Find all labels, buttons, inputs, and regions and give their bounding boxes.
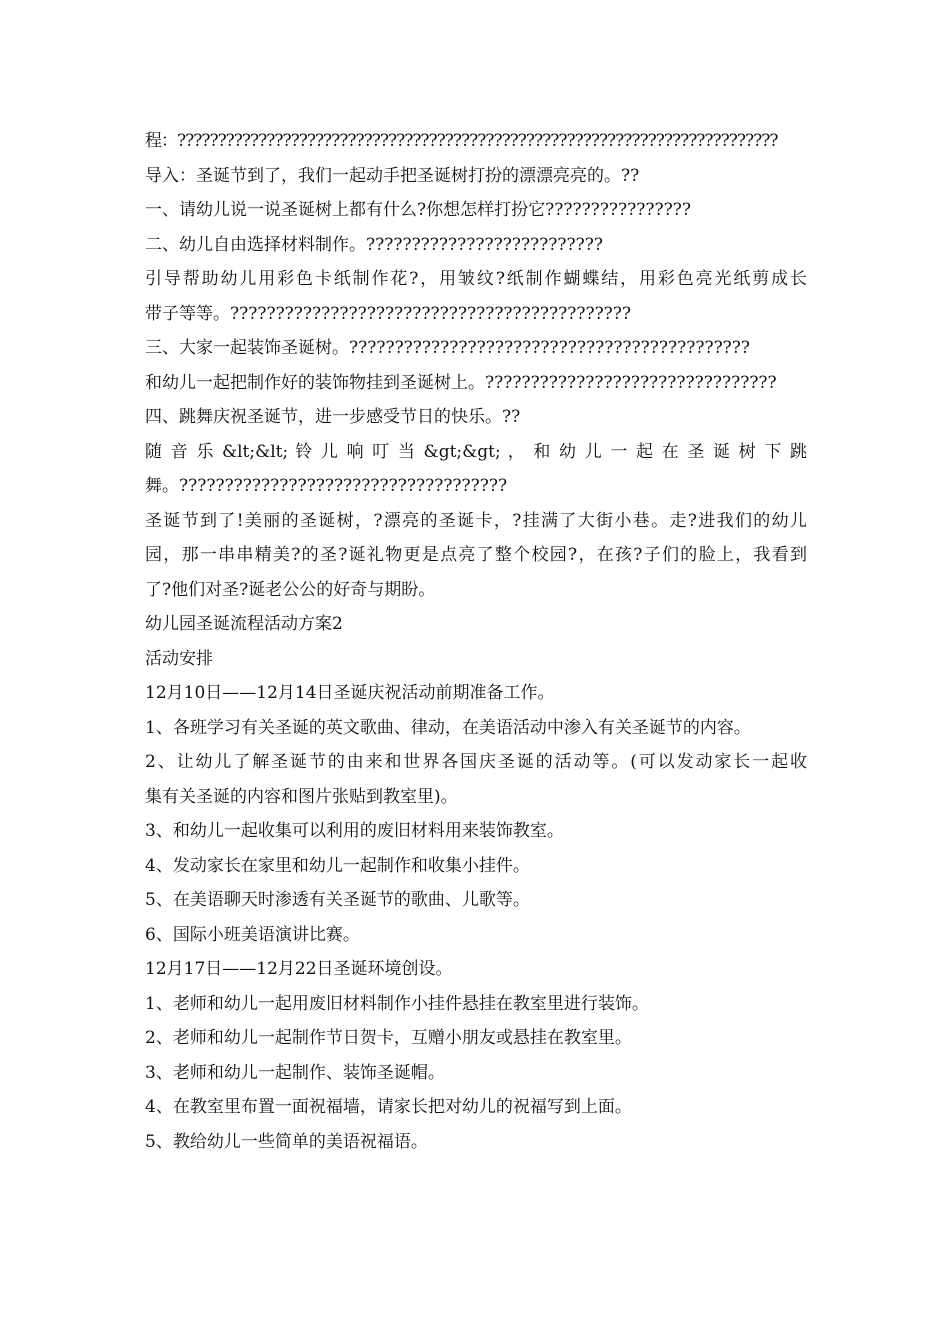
text-line: 带子等等。???????????????????????????????????????????? bbox=[145, 303, 632, 324]
text-line: 引导帮助幼儿用彩色卡纸制作花?，用皱纹?纸制作蝴蝶结，用彩色亮光纸剪成长 bbox=[145, 269, 807, 289]
text-line: 圣诞节到了!美丽的圣诞树，?漂亮的圣诞卡，?挂满了大街小巷。走?进我们的幼儿 bbox=[145, 510, 807, 531]
subsection-heading: 活动安排 bbox=[145, 648, 213, 669]
list-item: 3、老师和幼儿一起制作、装饰圣诞帽。 bbox=[145, 1062, 445, 1083]
section-heading: 幼儿园圣诞流程活动方案2 bbox=[145, 614, 343, 634]
text-line: 12月10日——12月14日圣诞庆祝活动前期准备工作。 bbox=[145, 683, 555, 703]
text-line: 程：?????????????????????????????????????????????????????????????????????????? bbox=[145, 131, 778, 151]
text-line: 舞。???????????????????????????????????? bbox=[145, 476, 508, 496]
list-item: 4、发动家长在家里和幼儿一起制作和收集小挂件。 bbox=[145, 855, 530, 876]
text-line: 12月17日——12月22日圣诞环境创设。 bbox=[145, 959, 453, 979]
list-item: 2、让幼儿了解圣诞节的由来和世界各国庆圣诞的活动等。(可以发动家长一起收 bbox=[145, 752, 807, 772]
text-line: 随 音 乐 &lt;&lt; 铃 儿 响 叮 当 &gt;&gt; ， 和 幼 儿 一 起 在 圣 诞 树 下 跳 bbox=[145, 441, 807, 462]
list-item: 3、和幼儿一起收集可以利用的废旧材料用来装饰教室。 bbox=[145, 821, 564, 841]
text-line: 了?他们对圣?诞老公公的好奇与期盼。 bbox=[145, 579, 436, 600]
text-line: 一、请幼儿说一说圣诞树上都有什么?你想怎样打扮它???????????????? bbox=[145, 200, 691, 220]
text-line: 四、跳舞庆祝圣诞节，进一步感受节日的快乐。?? bbox=[145, 407, 521, 427]
list-item: 1、老师和幼儿一起用废旧材料制作小挂件悬挂在教室里进行装饰。 bbox=[145, 993, 649, 1014]
text-line: 三、大家一起装饰圣诞树。???????????????????????????????????????????? bbox=[145, 338, 751, 358]
text-line: 集有关圣诞的内容和图片张贴到教室里)。 bbox=[145, 786, 458, 807]
list-item: 5、在美语聊天时渗透有关圣诞节的歌曲、儿歌等。 bbox=[145, 890, 530, 910]
text-line: 和幼儿一起把制作好的装饰物挂到圣诞树上。???????????????????????????????? bbox=[145, 372, 777, 393]
list-item: 2、老师和幼儿一起制作节日贺卡，互赠小朋友或悬挂在教室里。 bbox=[145, 1028, 632, 1048]
list-item: 4、在教室里布置一面祝福墙，请家长把对幼儿的祝福写到上面。 bbox=[145, 1097, 632, 1117]
list-item: 6、国际小班美语演讲比赛。 bbox=[145, 924, 360, 945]
text-line: 导入：圣诞节到了，我们一起动手把圣诞树打扮的漂漂亮亮的。?? bbox=[145, 165, 640, 186]
text-line: 园，那一串串精美?的圣?诞礼物更是点亮了整个校园?，在孩?子们的脸上，我看到 bbox=[145, 545, 807, 565]
list-item: 1、各班学习有关圣诞的英文歌曲、律动，在美语活动中渗入有关圣诞节的内容。 bbox=[145, 717, 751, 738]
list-item: 5、教给幼儿一些简单的美语祝福语。 bbox=[145, 1131, 428, 1152]
document-page bbox=[145, 124, 807, 1159]
text-line: 二、幼儿自由选择材料制作。?????????????????????????? bbox=[145, 234, 603, 255]
